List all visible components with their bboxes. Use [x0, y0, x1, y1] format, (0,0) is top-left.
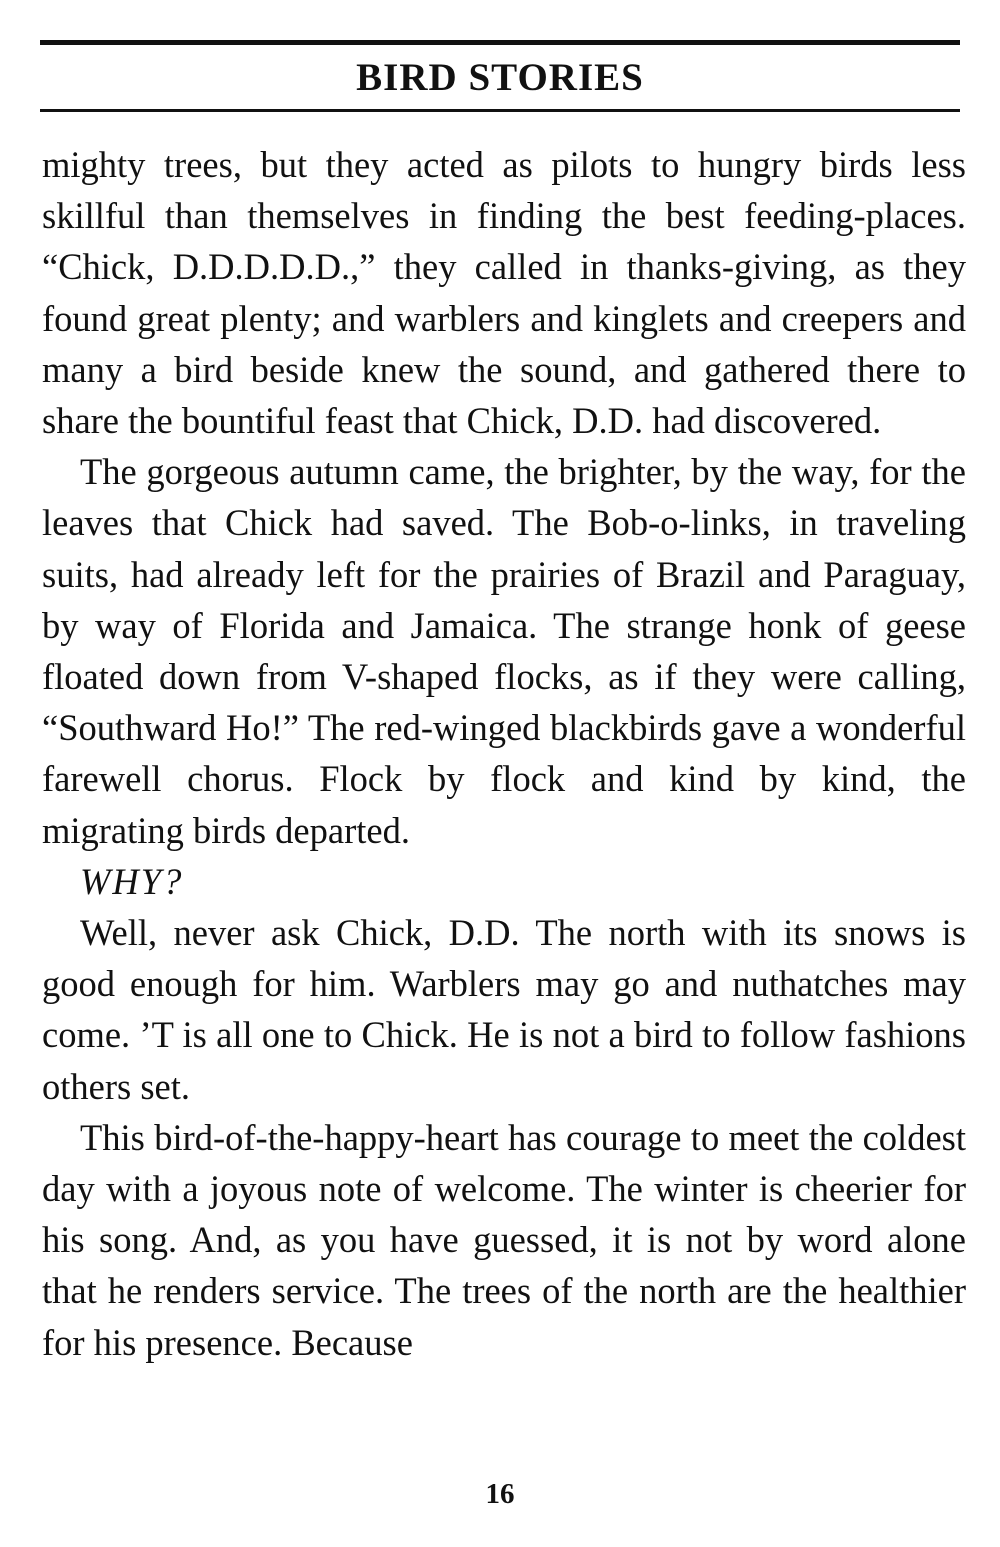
paragraph-why: WHY?: [80, 860, 184, 902]
header-bottom-rule: [40, 109, 960, 112]
body-text: [42, 139, 966, 1368]
page-number: 16: [485, 1478, 515, 1510]
paragraph-never-ask: Well, never ask Chick, D.D. The north with its snows is good enough for him. Warblers may go and nuthatches may come. ’T is all one to Chick. He is not a bird to follow fashions others set.: [42, 912, 966, 1107]
paragraph-happy-heart: This bird-of-the-happy-heart has courage to meet the coldest day with a joyous note of welcome. The winter is cheerier for his song. And, as you have guessed, it is not by word alone that he renders service. The trees of the north are the healthier for his presence. Because: [42, 1116, 966, 1363]
paragraph-autumn: The gorgeous autumn came, the brighter, by the way, for the leaves that Chick had saved. The Bob-o-links, in traveling suits, had already left for the prairies of Brazil and Paraguay, by way of Florida and Jamaica. The strange honk of geese floated down from V-shaped flocks, as if they were calling, “Southward Ho!” The red-winged blackbirds gave a wonderful farewell chorus. Flock by flock and kind by kind, the migrating birds departed.: [42, 451, 966, 851]
paragraph-continuation: mighty trees, but they acted as pilots to hungry birds less skillful than themselves in finding the best feeding-places. “Chick, D.D.D.D.D.,” they called in thanks-giving, as they found great plenty; and warblers and kinglets and creepers and many a bird beside knew the sound, and gathered there to share the bountiful feast that Chick, D.D. had discovered.: [42, 144, 966, 442]
running-header: BIRD STORIES: [356, 56, 644, 99]
header-top-rule: [40, 40, 960, 45]
